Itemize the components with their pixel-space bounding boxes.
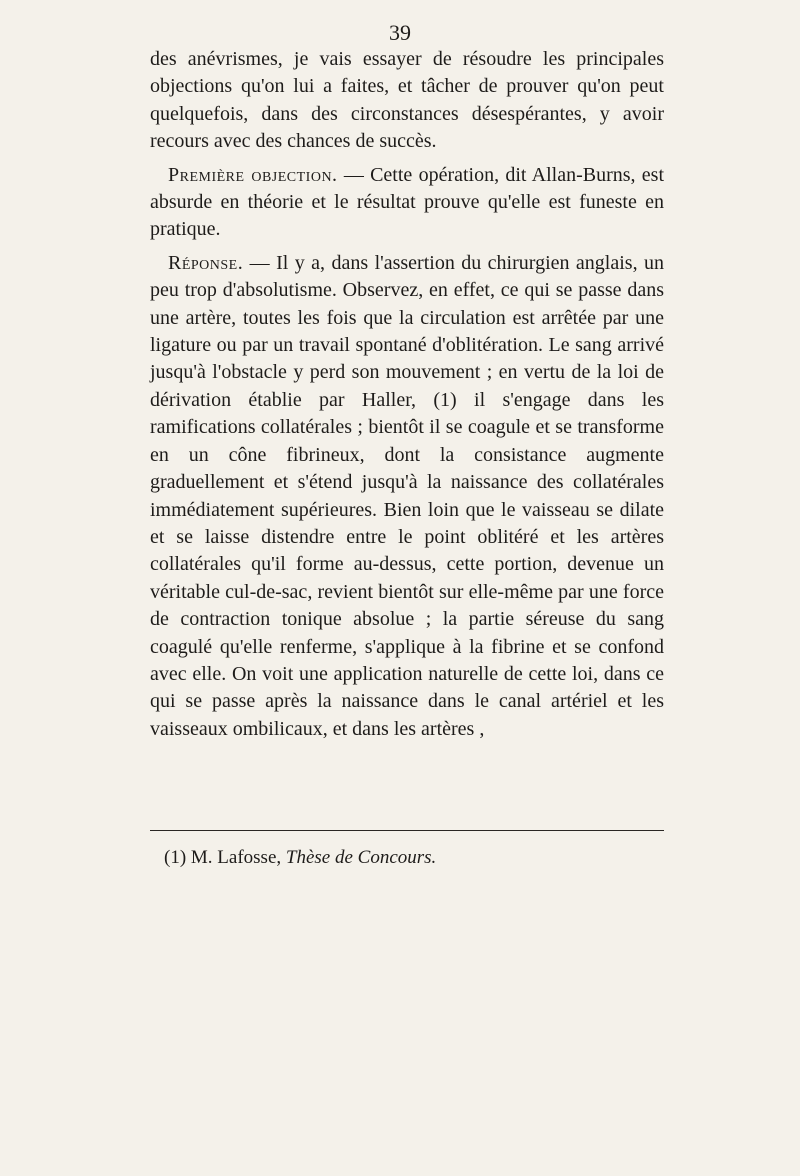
objection-heading: Première objection. <box>168 163 338 186</box>
paragraph-objection <box>150 162 664 244</box>
footnote <box>164 846 664 870</box>
body-text <box>150 46 664 749</box>
footnote-title: Thèse de Concours. <box>285 847 437 868</box>
response-text: — Il y a, dans l'assertion du chirurgien anglais, un peu trop d'absolutisme. Observez, en effet, ce qui se passe dans une artère, toutes les fois que la circulation est arrêtée par une ligature ou par un travail spontané d'oblitération. Le sang arrivé jusqu'à l'obstacle y perd son mouvement ; en vertu de la loi de dérivation établie par Haller, (1) il s'engage dans les ramifications collatérales ; bientôt il se coagule et se transforme en un cône fibrineux, dont la consistance augmente graduellement et s'étend jusqu'à la naissance des collatérales immédiatement supérieures. Bien loin que le vaisseau se dilate et se laisse distendre entre le point oblitéré et les artères collatérales qu'il forme au-dessus, cette portion, devenue un véritable cul-de-sac, revient bientôt sur elle-même par une force de contraction tonique absolue ; la partie séreuse du sang coagulé qu'elle renferme, s'applique à la fibrine et se confond avec elle. On voit une application naturelle de cette loi, dans ce qui se passe après la naissance dans le canal artériel et les vaisseaux ombilicaux, et dans les artères , <box>150 251 664 740</box>
footnote-marker: (1) M. Lafosse, <box>164 847 286 868</box>
footnote-divider <box>150 830 664 831</box>
objection-text: — Cette opération, dit Allan-Burns, est absurde en théorie et le résultat prouve qu'elle est funeste en pratique. <box>150 163 664 241</box>
response-heading: Réponse. <box>168 251 244 274</box>
paragraph-intro: des anévrismes, je vais essayer de résoudre les principales objections qu'on lui a faites, et tâcher de prouver qu'on peut quelquefois, dans des circonstances désespérantes, y avoir recours avec des chances de succès. <box>150 48 664 153</box>
paragraph-response <box>150 250 664 743</box>
page-number: 39 <box>389 20 411 45</box>
